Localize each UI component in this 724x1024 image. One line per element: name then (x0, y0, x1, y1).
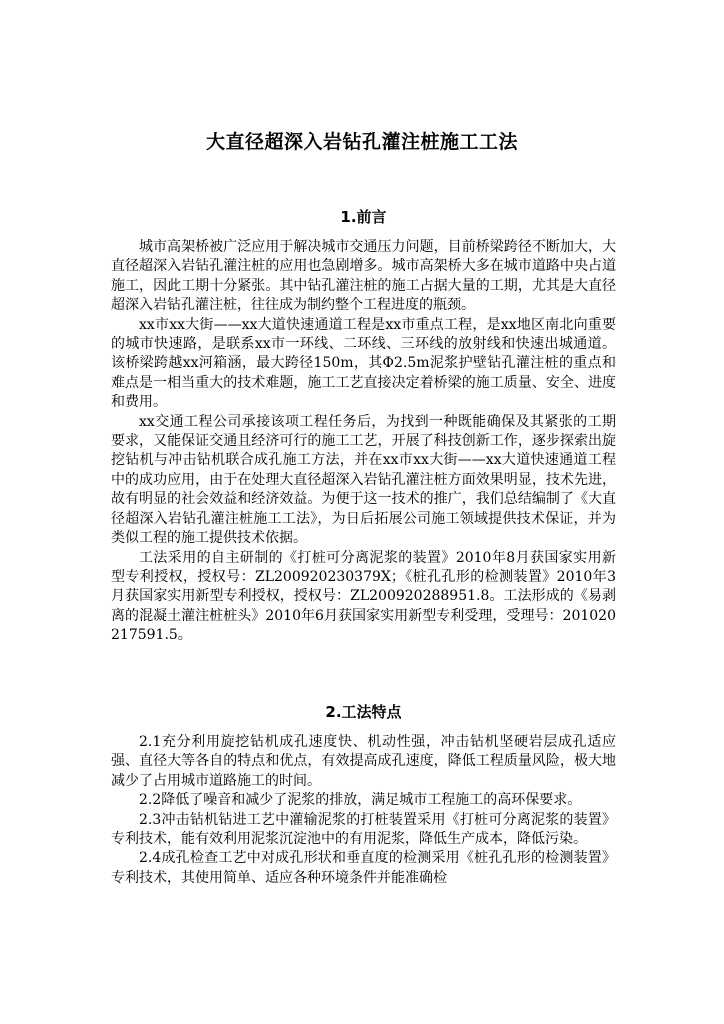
section-heading: 1.前言 (340, 208, 387, 226)
paragraph: 工法采用的自主研制的《打桩可分离泥浆的装置》2010年8月获国家实用新型专利授权，授权号：ZL200920230379X；《桩孔孔形的检测装置》2010年3月获国家实用新型专利授权，授权号：ZL200920288951.8。工法形成的《易剥离的混凝土灌注桩桩头》2010年6月获国家实用新型专利受理，受理号：201020217591.5。 (111, 549, 616, 644)
paragraph: 城市高架桥被广泛应用于解决城市交通压力问题，目前桥梁跨径不断加大，大直径超深入岩钻孔灌注桩的应用也急剧增多。城市高架桥大多在城市道路中央占道施工，因此工期十分紧张。其中钻孔灌注桩的施工占据大量的工期，尤其是大直径超深入岩钻孔灌注桩，往往成为制约整个工程进度的瓶颈。 (111, 239, 616, 314)
paragraph: 2.4成孔检查工艺中对成孔形状和垂直度的检测采用《桩孔孔形的检测装置》专利技术，其使用简单、适应各种环境条件并能准确检 (111, 850, 616, 886)
paragraph: xx市xx大街——xx大道快速通道工程是xx市重点工程，是xx地区南北向重要的城市快速路，是联系xx市一环线、二环线、三环线的放射线和快速出城通道。该桥梁跨越xx河箱涵，最大跨径150m，其Φ2.5m泥浆护壁钻孔灌注桩的重点和难点是一相当重大的技术难题，施工工艺直接决定着桥梁的施工质量、安全、进度和费用。 (111, 316, 616, 411)
paragraph: 2.2降低了噪音和减少了泥浆的排放，满足城市工程施工的高环保要求。 (139, 792, 582, 809)
section-introduction (111, 206, 616, 646)
paragraph: 2.1充分利用旋挖钻机成孔速度快、机动性强，冲击钻机坚硬岩层成孔适应强、直径大等各自的特点和优点，有效提高成孔速度，降低工程质量风险，极大地减少了占用城市道路施工的时间。 (111, 734, 616, 789)
section-heading: 2.工法特点 (325, 703, 402, 721)
paragraph: xx交通工程公司承接该项工程任务后，为找到一种既能确保及其紧张的工期要求，又能保证交通且经济可行的施工工艺，开展了科技创新工作，逐步探索出旋挖钻机与冲击钻机联合成孔施工方法，并在xx市xx大街——xx大道快速通道工程中的成功应用，由于在处理大直径超深入岩钻孔灌注桩方面效果明显，技术先进，故有明显的社会效益和经济效益。为便于这一技术的推广，我们总结编制了《大直径超深入岩钻孔灌注桩施工工法》，为日后拓展公司施工领域提供技术保证，并为类似工程的施工提供技术依据。 (111, 413, 616, 547)
section-features (111, 701, 616, 888)
paragraph: 2.3冲击钻机钻进工艺中灌输泥浆的打桩装置采用《打桩可分离泥浆的装置》专利技术，能有效利用泥浆沉淀池中的有用泥浆，降低生产成本，降低污染。 (111, 811, 616, 848)
document-title: 大直径超深入岩钻孔灌注桩施工工法 (205, 131, 518, 153)
